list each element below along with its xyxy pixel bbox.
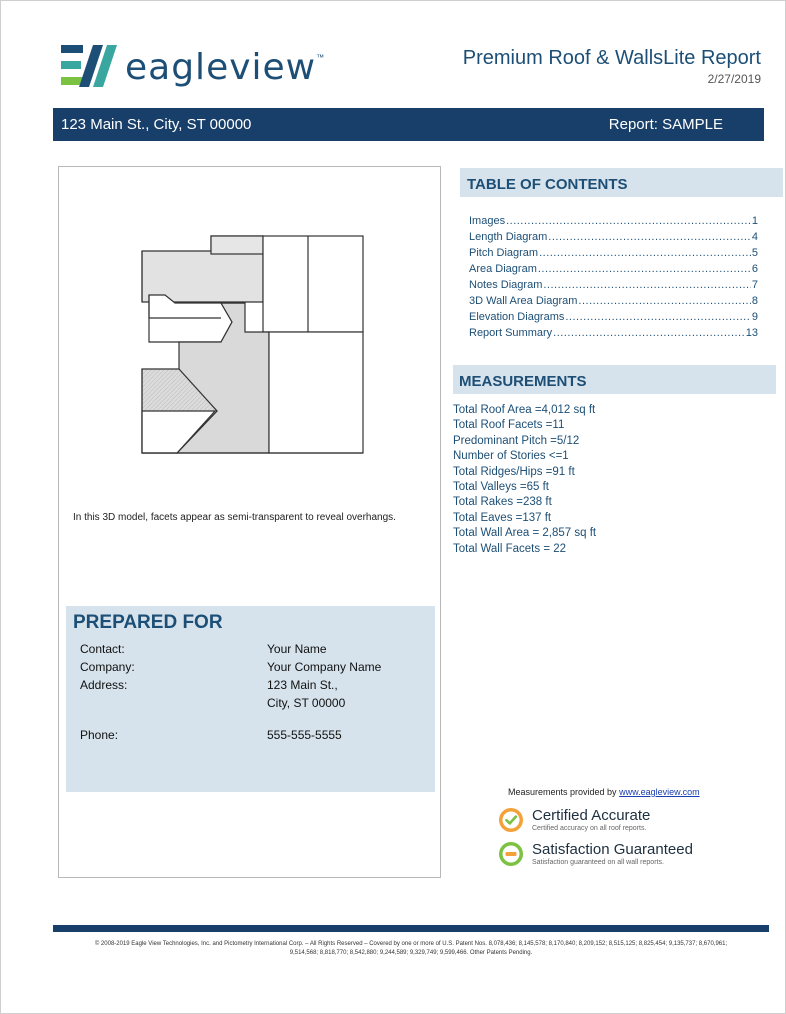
measurement-item: Total Wall Area = 2,857 sq ft — [453, 527, 597, 540]
measurement-item: Total Roof Area =4,012 sq ft — [453, 404, 596, 416]
logo-wordmark: eagleview — [125, 46, 317, 88]
toc-leader — [539, 245, 751, 261]
toc-leader — [543, 277, 751, 293]
toc-leader — [565, 309, 751, 325]
logo-trademark: ™ — [316, 52, 325, 62]
toc-leader — [538, 261, 751, 277]
toc-leader — [548, 229, 751, 245]
measurement-item: Total Eaves =137 ft — [453, 511, 552, 524]
toc-item[interactable] — [469, 229, 758, 245]
satisfaction-title: Satisfaction Guaranteed — [532, 841, 693, 858]
toc-item-page: 13 — [745, 327, 758, 339]
report-id: Report: SAMPLE — [608, 116, 723, 133]
toc-leader — [578, 293, 750, 309]
toc-list — [469, 213, 758, 341]
toc-item-page: 4 — [751, 231, 758, 243]
property-address: 123 Main St., City, ST 00000 — [61, 116, 252, 133]
measurement-item: Total Wall Facets = 22 — [453, 542, 567, 555]
toc-item-title: Notes Diagram — [469, 279, 543, 291]
toc-item-title: Report Summary — [469, 327, 553, 339]
contact-value: Your Name — [267, 642, 327, 656]
satisfaction-seal-icon — [498, 841, 524, 867]
satisfaction-subtitle: Satisfaction guaranteed on all wall reports. — [532, 859, 664, 866]
toc-leader — [506, 213, 751, 229]
provided-text: Measurements provided by — [508, 787, 617, 797]
report-title: Premium Roof & WallsLite Report — [462, 47, 761, 69]
roof-3d-model-image — [137, 231, 367, 457]
phone-label: Phone: — [80, 728, 119, 742]
toc-heading-bar — [460, 168, 783, 197]
toc-item-page: 5 — [751, 247, 758, 259]
footer-line2: 9,514,568; 8,818,770; 8,542,880; 9,244,589; 9,329,749; 9,599,466. Other Patents Pending. — [289, 950, 533, 956]
measurement-item: Number of Stories <=1 — [453, 450, 569, 463]
address-line1: 123 Main St., — [267, 678, 338, 692]
toc-item[interactable] — [469, 293, 758, 309]
prepared-for-box — [66, 606, 435, 792]
report-date: 2/27/2019 — [707, 72, 761, 86]
toc-item[interactable] — [469, 213, 758, 229]
toc-heading: TABLE OF CONTENTS — [467, 176, 628, 193]
company-label: Company: — [80, 660, 135, 674]
address-bar — [53, 108, 764, 141]
measurements-list — [453, 403, 596, 557]
eagleview-logo — [61, 43, 324, 91]
certified-subtitle: Certified accuracy on all roof reports. — [532, 825, 647, 832]
certified-accurate-badge — [498, 807, 650, 833]
measurement-item: Total Ridges/Hips =91 ft — [453, 465, 575, 478]
image-caption: In this 3D model, facets appear as semi-transparent to reveal overhangs. — [73, 512, 396, 523]
footer-bar — [53, 925, 769, 932]
measurement-item: Total Roof Facets =11 — [453, 419, 565, 432]
toc-item-title: Pitch Diagram — [469, 247, 539, 259]
toc-item-page: 9 — [751, 311, 758, 323]
eagleview-link[interactable]: www.eagleview.com — [619, 787, 700, 797]
image-panel — [58, 166, 441, 878]
toc-item[interactable] — [469, 277, 758, 293]
toc-item-title: Length Diagram — [469, 231, 548, 243]
certified-title: Certified Accurate — [532, 807, 651, 824]
toc-item-page: 6 — [751, 263, 758, 275]
phone-value: 555-555-5555 — [267, 728, 342, 742]
footer-legal — [53, 940, 769, 958]
address-line2: City, ST 00000 — [267, 696, 346, 710]
prepared-for-heading: PREPARED FOR — [73, 612, 223, 633]
toc-item-title: Images — [469, 215, 506, 227]
toc-item[interactable] — [469, 245, 758, 261]
address-label: Address: — [80, 678, 128, 692]
measurement-item: Total Rakes =238 ft — [453, 496, 552, 509]
footer-line1: © 2008-2019 Eagle View Technologies, Inc. and Pictometry International Corp. – All Rights Reserved – Covered by one or more of U.S. Patent Nos. 8,078,436; 8,145,578; 8,170,840; 8,209,152; 8,515,125; 8,825,454; 9,135,737; 8,670,961; — [94, 941, 728, 947]
toc-item[interactable] — [469, 309, 758, 325]
toc-item-page: 8 — [751, 295, 758, 307]
eagleview-logo-icon — [61, 43, 117, 91]
measurements-heading-bar — [453, 365, 776, 394]
measurement-item: Total Valleys =65 ft — [453, 480, 549, 493]
satisfaction-guaranteed-badge — [498, 841, 693, 867]
toc-item-page: 7 — [751, 279, 758, 291]
toc-item-title: 3D Wall Area Diagram — [469, 295, 578, 307]
measurements-provided-note — [508, 787, 700, 797]
toc-leader — [553, 325, 745, 341]
toc-item-page: 1 — [751, 215, 758, 227]
measurements-heading: MEASUREMENTS — [459, 373, 587, 390]
company-value: Your Company Name — [267, 660, 382, 674]
toc-item-title: Elevation Diagrams — [469, 311, 565, 323]
contact-label: Contact: — [80, 642, 125, 656]
toc-item-title: Area Diagram — [469, 263, 537, 275]
certified-check-icon — [498, 807, 524, 833]
measurement-item: Predominant Pitch =5/12 — [453, 434, 580, 447]
toc-item[interactable] — [469, 261, 758, 277]
toc-item[interactable] — [469, 325, 758, 341]
